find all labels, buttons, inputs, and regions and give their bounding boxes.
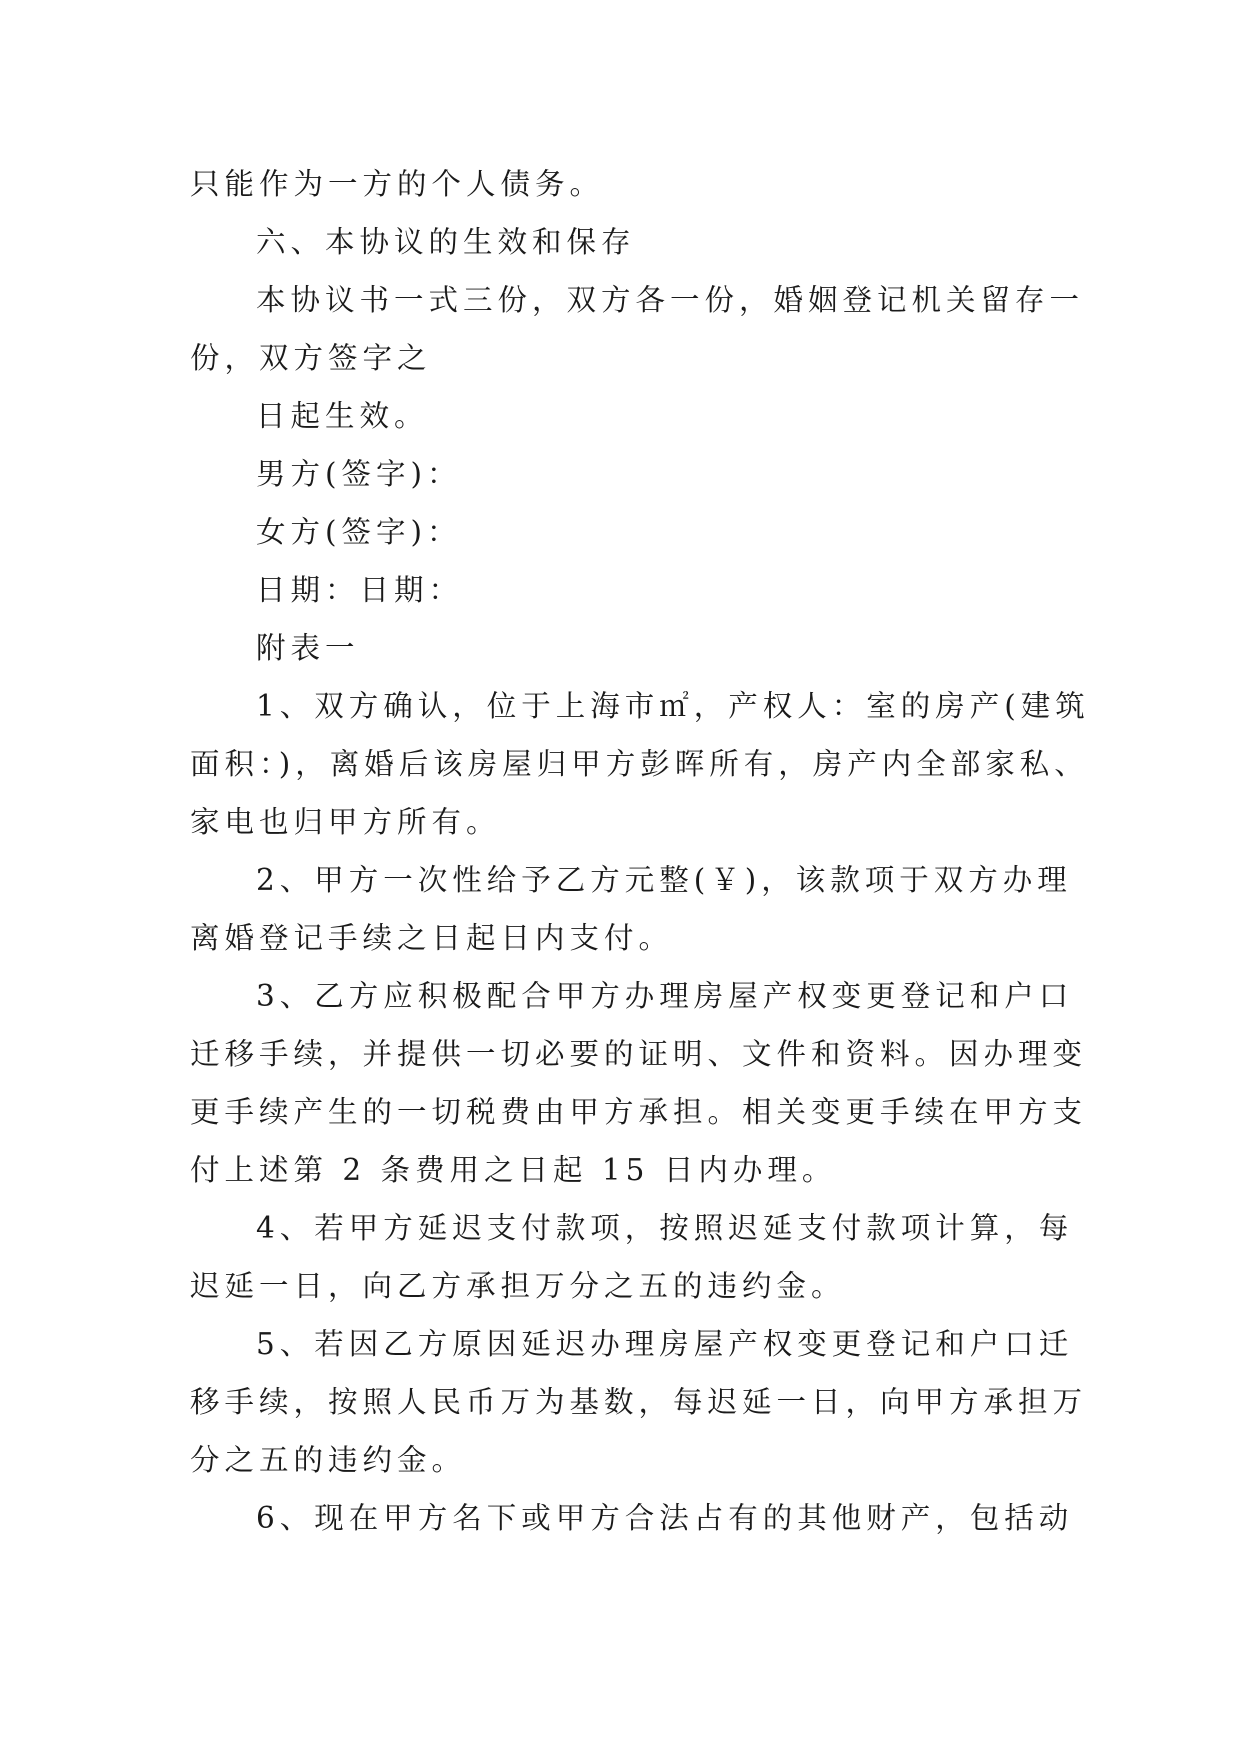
text-line: 日起生效。 — [256, 399, 429, 433]
text-line: 移手续，按照人民币万为基数，每迟延一日，向甲方承担万 — [190, 1385, 1088, 1419]
appendix-heading: 附表一 — [256, 631, 360, 665]
text-line: 付上述第 2 条费用之日起 15 日内办理。 — [190, 1153, 837, 1187]
text-line: 更手续产生的一切税费由甲方承担。相关变更手续在甲方支 — [190, 1095, 1088, 1129]
text-line: 份，双方签字之 — [190, 341, 432, 375]
text-line: 家电也归甲方所有。 — [190, 805, 501, 839]
text-line: 本协议书一式三份，双方各一份，婚姻登记机关留存一 — [256, 283, 1085, 317]
text-line: 2、甲方一次性给予乙方元整(￥)，该款项于双方办理 — [256, 863, 1072, 897]
text-line: 5、若因乙方原因延迟办理房屋产权变更登记和户口迁 — [256, 1327, 1074, 1361]
section-heading: 六、本协议的生效和保存 — [256, 225, 636, 259]
text-line: 只能作为一方的个人债务。 — [190, 167, 605, 201]
male-signature-line: 男方(签字)： — [256, 457, 462, 491]
text-line: 6、现在甲方名下或甲方合法占有的其他财产，包括动 — [256, 1501, 1074, 1535]
text-line: 3、乙方应积极配合甲方办理房屋产权变更登记和户口 — [256, 979, 1074, 1013]
text-line: 离婚登记手续之日起日内支付。 — [190, 921, 674, 955]
text-line: 迁移手续，并提供一切必要的证明、文件和资料。因办理变 — [190, 1037, 1088, 1071]
document-body — [190, 155, 1090, 1547]
date-line: 日期：日期： — [256, 573, 464, 607]
text-line: 1、双方确认，位于上海市㎡，产权人：室的房产(建筑 — [256, 689, 1090, 723]
text-line: 4、若甲方延迟支付款项，按照迟延支付款项计算，每 — [256, 1211, 1074, 1245]
text-line: 迟延一日，向乙方承担万分之五的违约金。 — [190, 1269, 846, 1303]
text-line: 分之五的违约金。 — [190, 1443, 467, 1477]
text-line: 面积：)，离婚后该房屋归甲方彭晖所有，房产内全部家私、 — [190, 747, 1089, 781]
female-signature-line: 女方(签字)： — [256, 515, 462, 549]
